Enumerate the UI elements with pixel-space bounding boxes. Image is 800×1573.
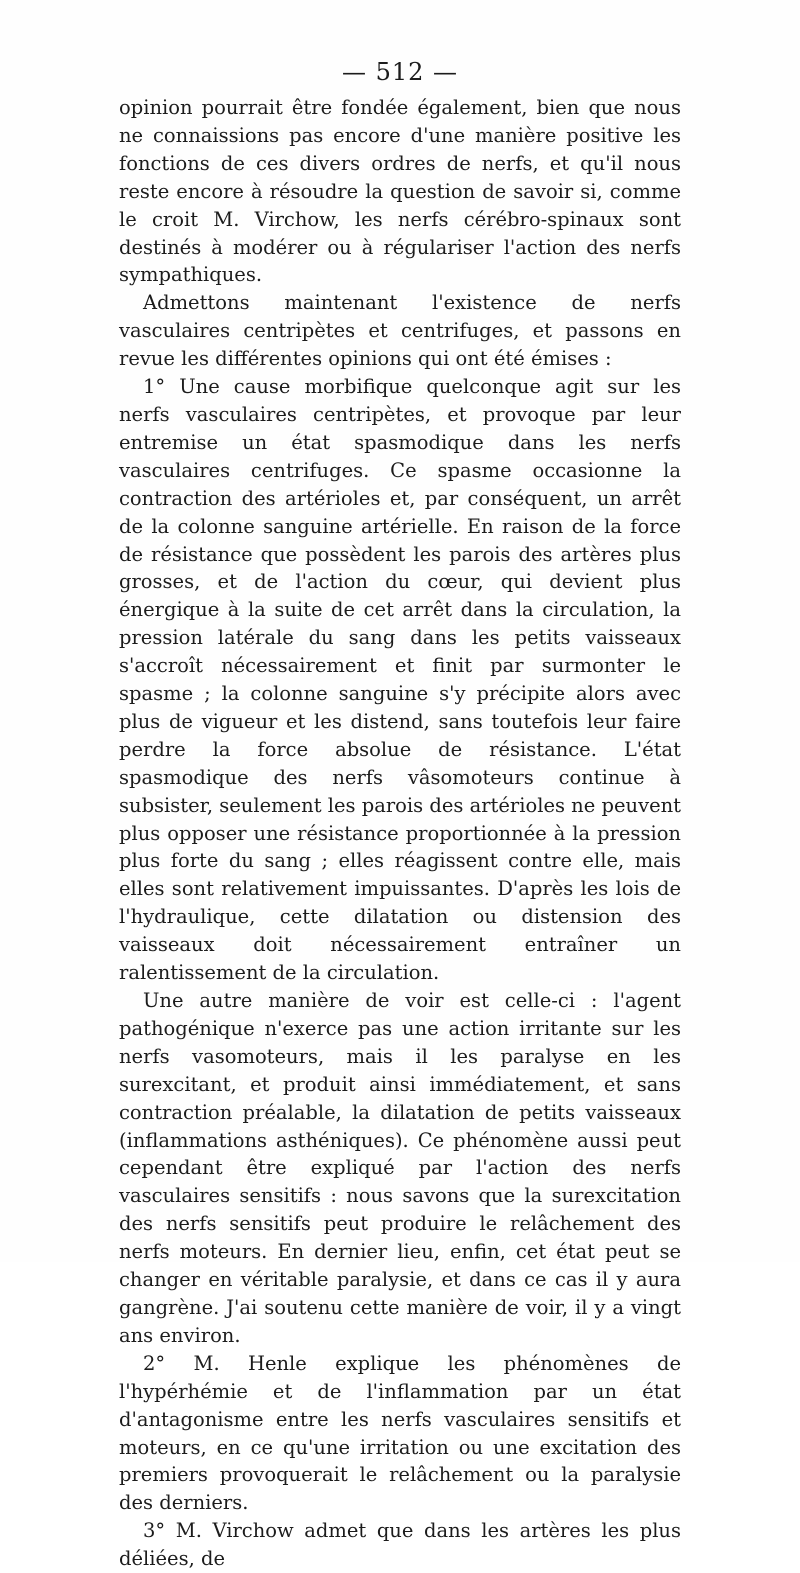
paragraph-continuation: opinion pourrait être fondée également, bien que nous ne connaissions pas encore d'une manière positive les fonctions de ces divers ordres de nerfs, et qu'il nous reste encore à résoudre la question de savoir si, comme le croit M. Virchow, les nerfs cérébro-spinaux sont destinés à modérer ou à régulariser l'action des nerfs sympathiques. (119, 96, 681, 287)
paragraph: Une autre manière de voir est celle-ci : l'agent pathogénique n'exerce pas une action irritante sur les nerfs vasomoteurs, mais il les paralyse en les surexcitant, et produit ainsi immédiatement, et sans contraction préalable, la dilatation de petits vaisseaux (inflammations asthéniques). Ce phénomène aussi peut cependant être expliqué par l'action des nerfs vasculaires sensitifs : nous savons que la surexcitation des nerfs sensitifs peut produire le relâchement des nerfs moteurs. En dernier lieu, enfin, cet état peut se changer en véritable paralysie, et dans ce cas il y aura gangrène. J'ai soutenu cette manière de voir, il y a vingt ans environ. (119, 989, 681, 1347)
page-number: — 512 — (341, 58, 459, 86)
paragraph: 1° Une cause morbifique quelconque agit sur les nerfs vasculaires centripètes, et provoque par leur entremise un état spasmodique dans les nerfs vasculaires centrifuges. Ce spasme occasionne la contraction des artérioles et, par conséquent, un arrêt de la colonne sanguine artérielle. En raison de la force de résistance que possèdent les parois des artères plus grosses, et de l'action du cœur, qui devient plus énergique à la suite de cet arrêt dans la circulation, la pression latérale du sang dans les petits vaisseaux s'accroît nécessairement et finit par surmonter le spasme ; la colonne sanguine s'y précipite alors avec plus de vigueur et les distend, sans toutefois leur faire perdre la force absolue de résistance. L'état spasmodique des nerfs vâsomoteurs continue à subsister, seulement les parois des artérioles ne peuvent plus opposer une résistance proportionnée à la pression plus forte du sang ; elles réagissent contre elle, mais elles sont relativement impuissantes. D'après les lois de l'hydraulique, cette dilatation ou distension des vaisseaux doit nécessairement entraîner un ralentissement de la circulation. (119, 375, 682, 985)
paragraph: 3° M. Virchow admet que dans les artères les plus déliées, de (119, 1519, 681, 1571)
paragraph: 2° M. Henle explique les phénomènes de l'hypérhémie et de l'inflammation par un état d'antagonisme entre les nerfs vasculaires sensitifs et moteurs, en ce qu'une irritation ou une excitation des premiers provoquerait le relâchement ou la paralysie des derniers. (119, 1351, 681, 1515)
body-text (119, 94, 681, 1573)
paragraph: Admettons maintenant l'existence de nerfs vasculaires centripètes et centrifuges, et passons en revue les différentes opinions qui ont été émises : (119, 291, 681, 371)
